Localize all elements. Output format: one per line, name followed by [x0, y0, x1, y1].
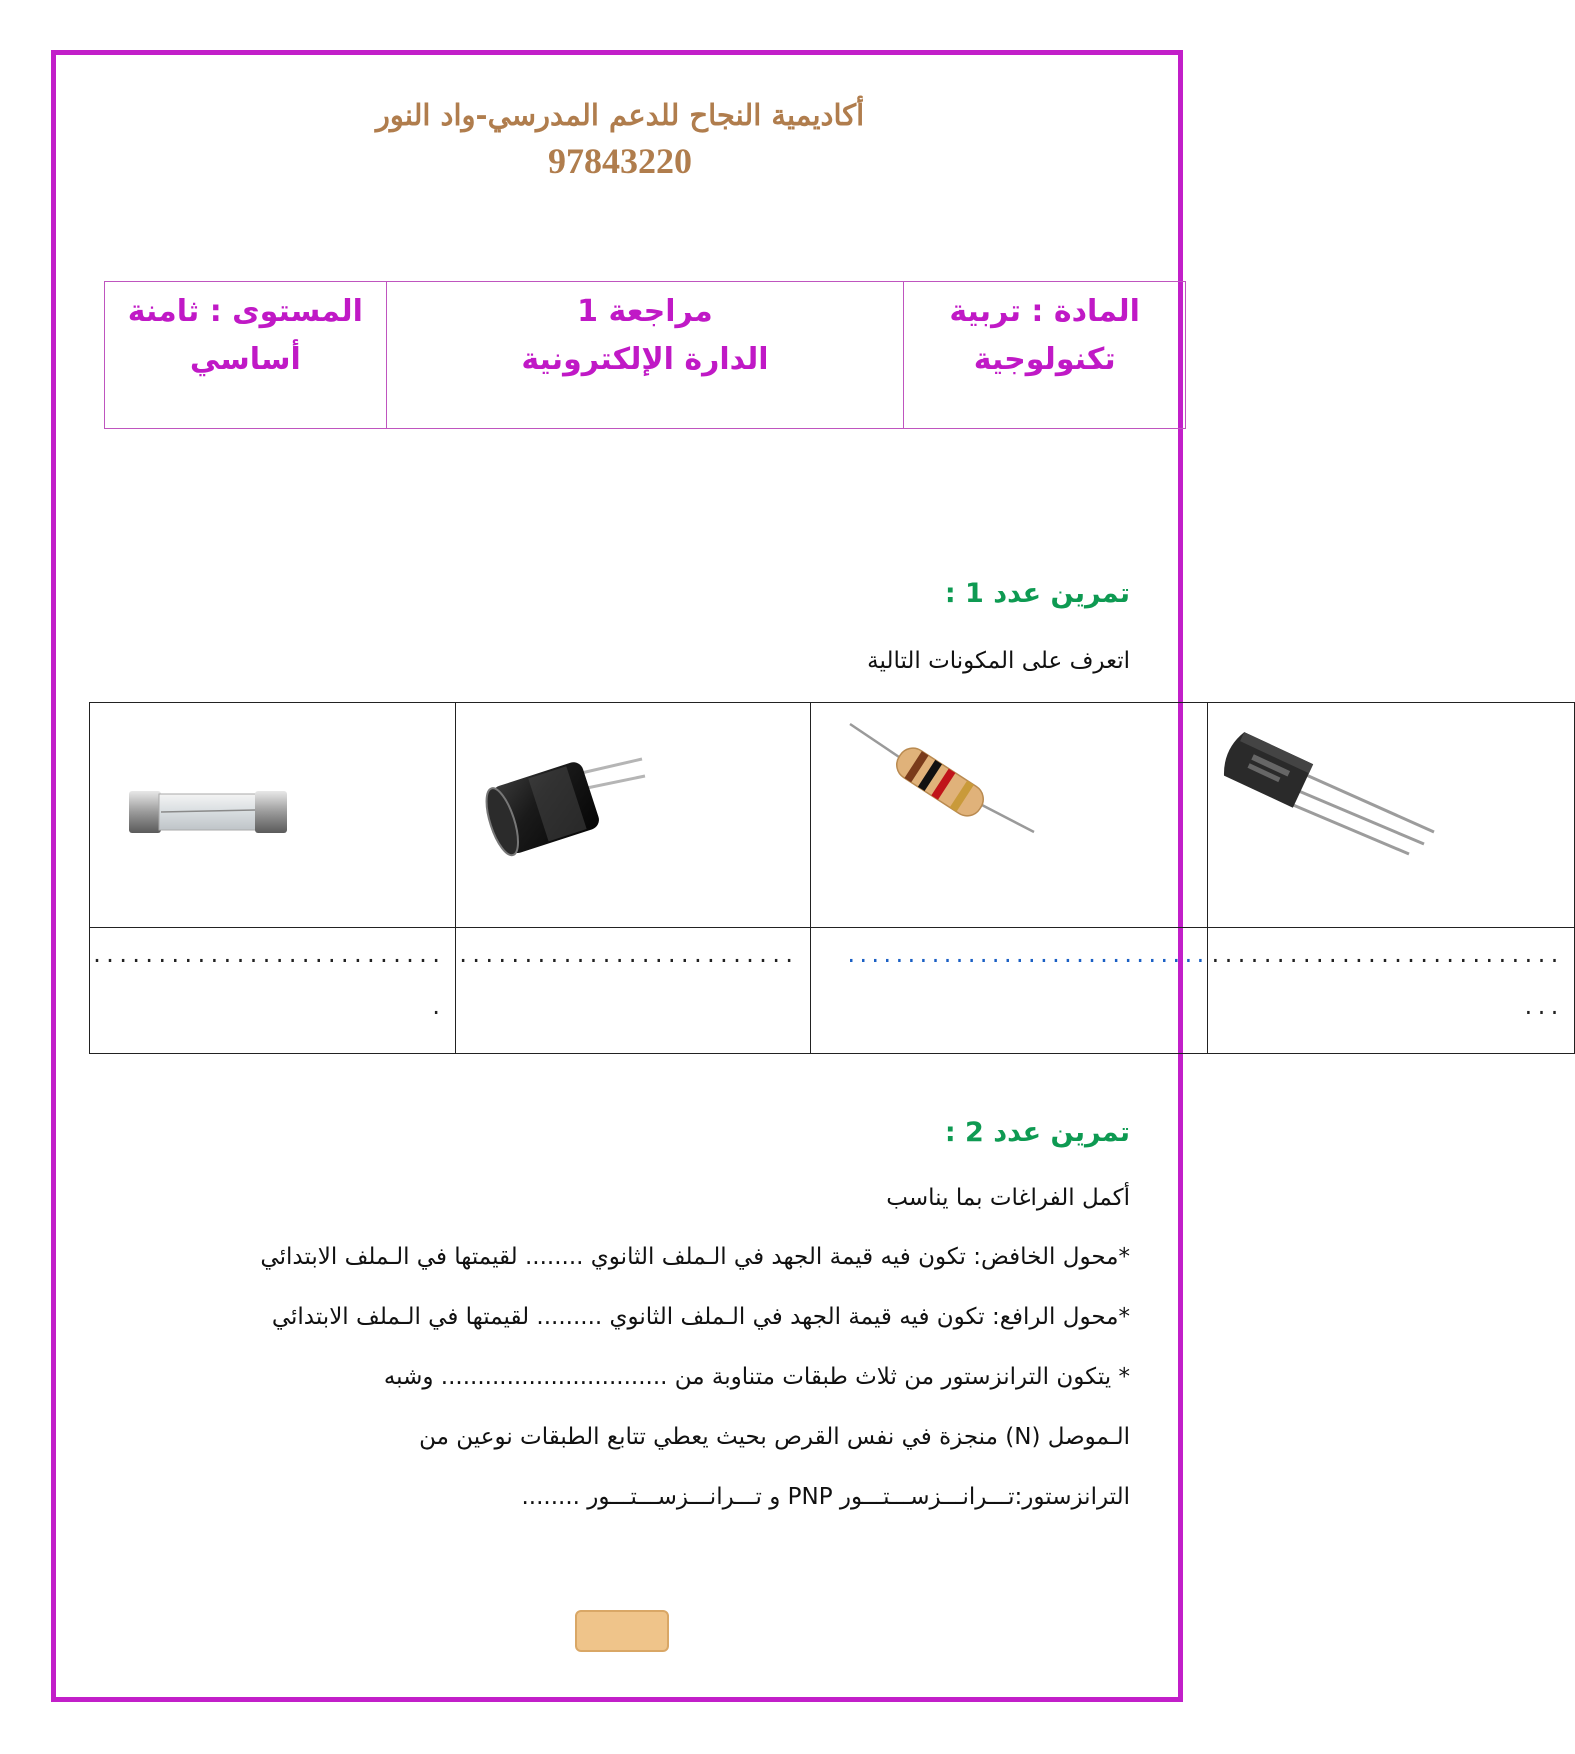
exercise1-instruction: اتعرف على المكونات التالية: [867, 648, 1130, 674]
fill-line[interactable]: الترانزستور:تـــرانـــزســـتـــور PNP و تـــرانـــزســـتـــور ........: [521, 1484, 1130, 1510]
academy-phone: 97843220: [548, 141, 692, 181]
level-line2: أساسي: [189, 342, 301, 377]
answer-dots: ..........................: [457, 943, 797, 967]
level-cell: [105, 282, 387, 429]
answer-cell-transistor[interactable]: [1208, 928, 1574, 1054]
answer-cell-resistor[interactable]: [811, 928, 1208, 1054]
answer-dots-cont: ...: [1522, 995, 1562, 1019]
page-number-tab: [575, 1610, 669, 1652]
fill-line[interactable]: *محول الخافض: تكون فيه قيمة الجهد في الـملف الثانوي ........ لقيمتها في الـملف الابتدائي: [260, 1244, 1130, 1270]
capacitor-image: [457, 704, 707, 926]
resistor-image: [812, 704, 1086, 926]
answer-dots: ...........................: [1209, 943, 1562, 967]
exercise2-instruction: أكمل الفراغات بما يناسب: [886, 1185, 1130, 1211]
fill-line[interactable]: الـموصل (N) منجزة في نفس القرص بحيث يعطي تتابع الطبقات نوعين من: [419, 1424, 1130, 1450]
answer-dots-cont: .: [430, 995, 444, 1019]
fuse-image: [91, 704, 329, 926]
answer-dots: ..............................: [845, 943, 1207, 967]
capacitor-cell: [456, 703, 811, 928]
fill-line[interactable]: *محول الرافع: تكون فيه قيمة الجهد في الـملف الثانوي ......... لقيمتها في الـملف الابتدائي: [271, 1304, 1130, 1330]
transistor-cell: [1208, 703, 1574, 928]
answer-dots: ...........................: [91, 943, 444, 967]
exercise2-lines: [130, 1235, 1130, 1535]
fuse-cell: [90, 703, 456, 928]
exercise1-title: تمرين عدد 1 :: [944, 578, 1130, 609]
subject-line2: تكنولوجية: [973, 342, 1116, 377]
resistor-cell: [811, 703, 1208, 928]
answer-cell-fuse[interactable]: [90, 928, 456, 1054]
transistor-image: [1209, 704, 1483, 926]
info-table: [104, 281, 1186, 429]
level-line1: المستوى : ثامنة: [127, 294, 363, 329]
academy-name: أكاديمية النجاح للدعم المدرسي-واد النور: [375, 98, 865, 132]
review-title: مراجعة 1: [577, 294, 713, 329]
subject-line1: المادة : تربية: [949, 294, 1140, 329]
fill-line[interactable]: * يتكون الترانزستور من ثلاث طبقات متناوبة من ............................... وشبه: [383, 1364, 1130, 1390]
exercise2-title: تمرين عدد 2 :: [944, 1117, 1130, 1148]
answer-cell-capacitor[interactable]: [456, 928, 811, 1054]
subject-cell: [904, 282, 1186, 429]
title-cell: [386, 282, 904, 429]
topic-title: الدارة الإلكترونية: [521, 342, 769, 377]
components-table: [89, 702, 1575, 1054]
